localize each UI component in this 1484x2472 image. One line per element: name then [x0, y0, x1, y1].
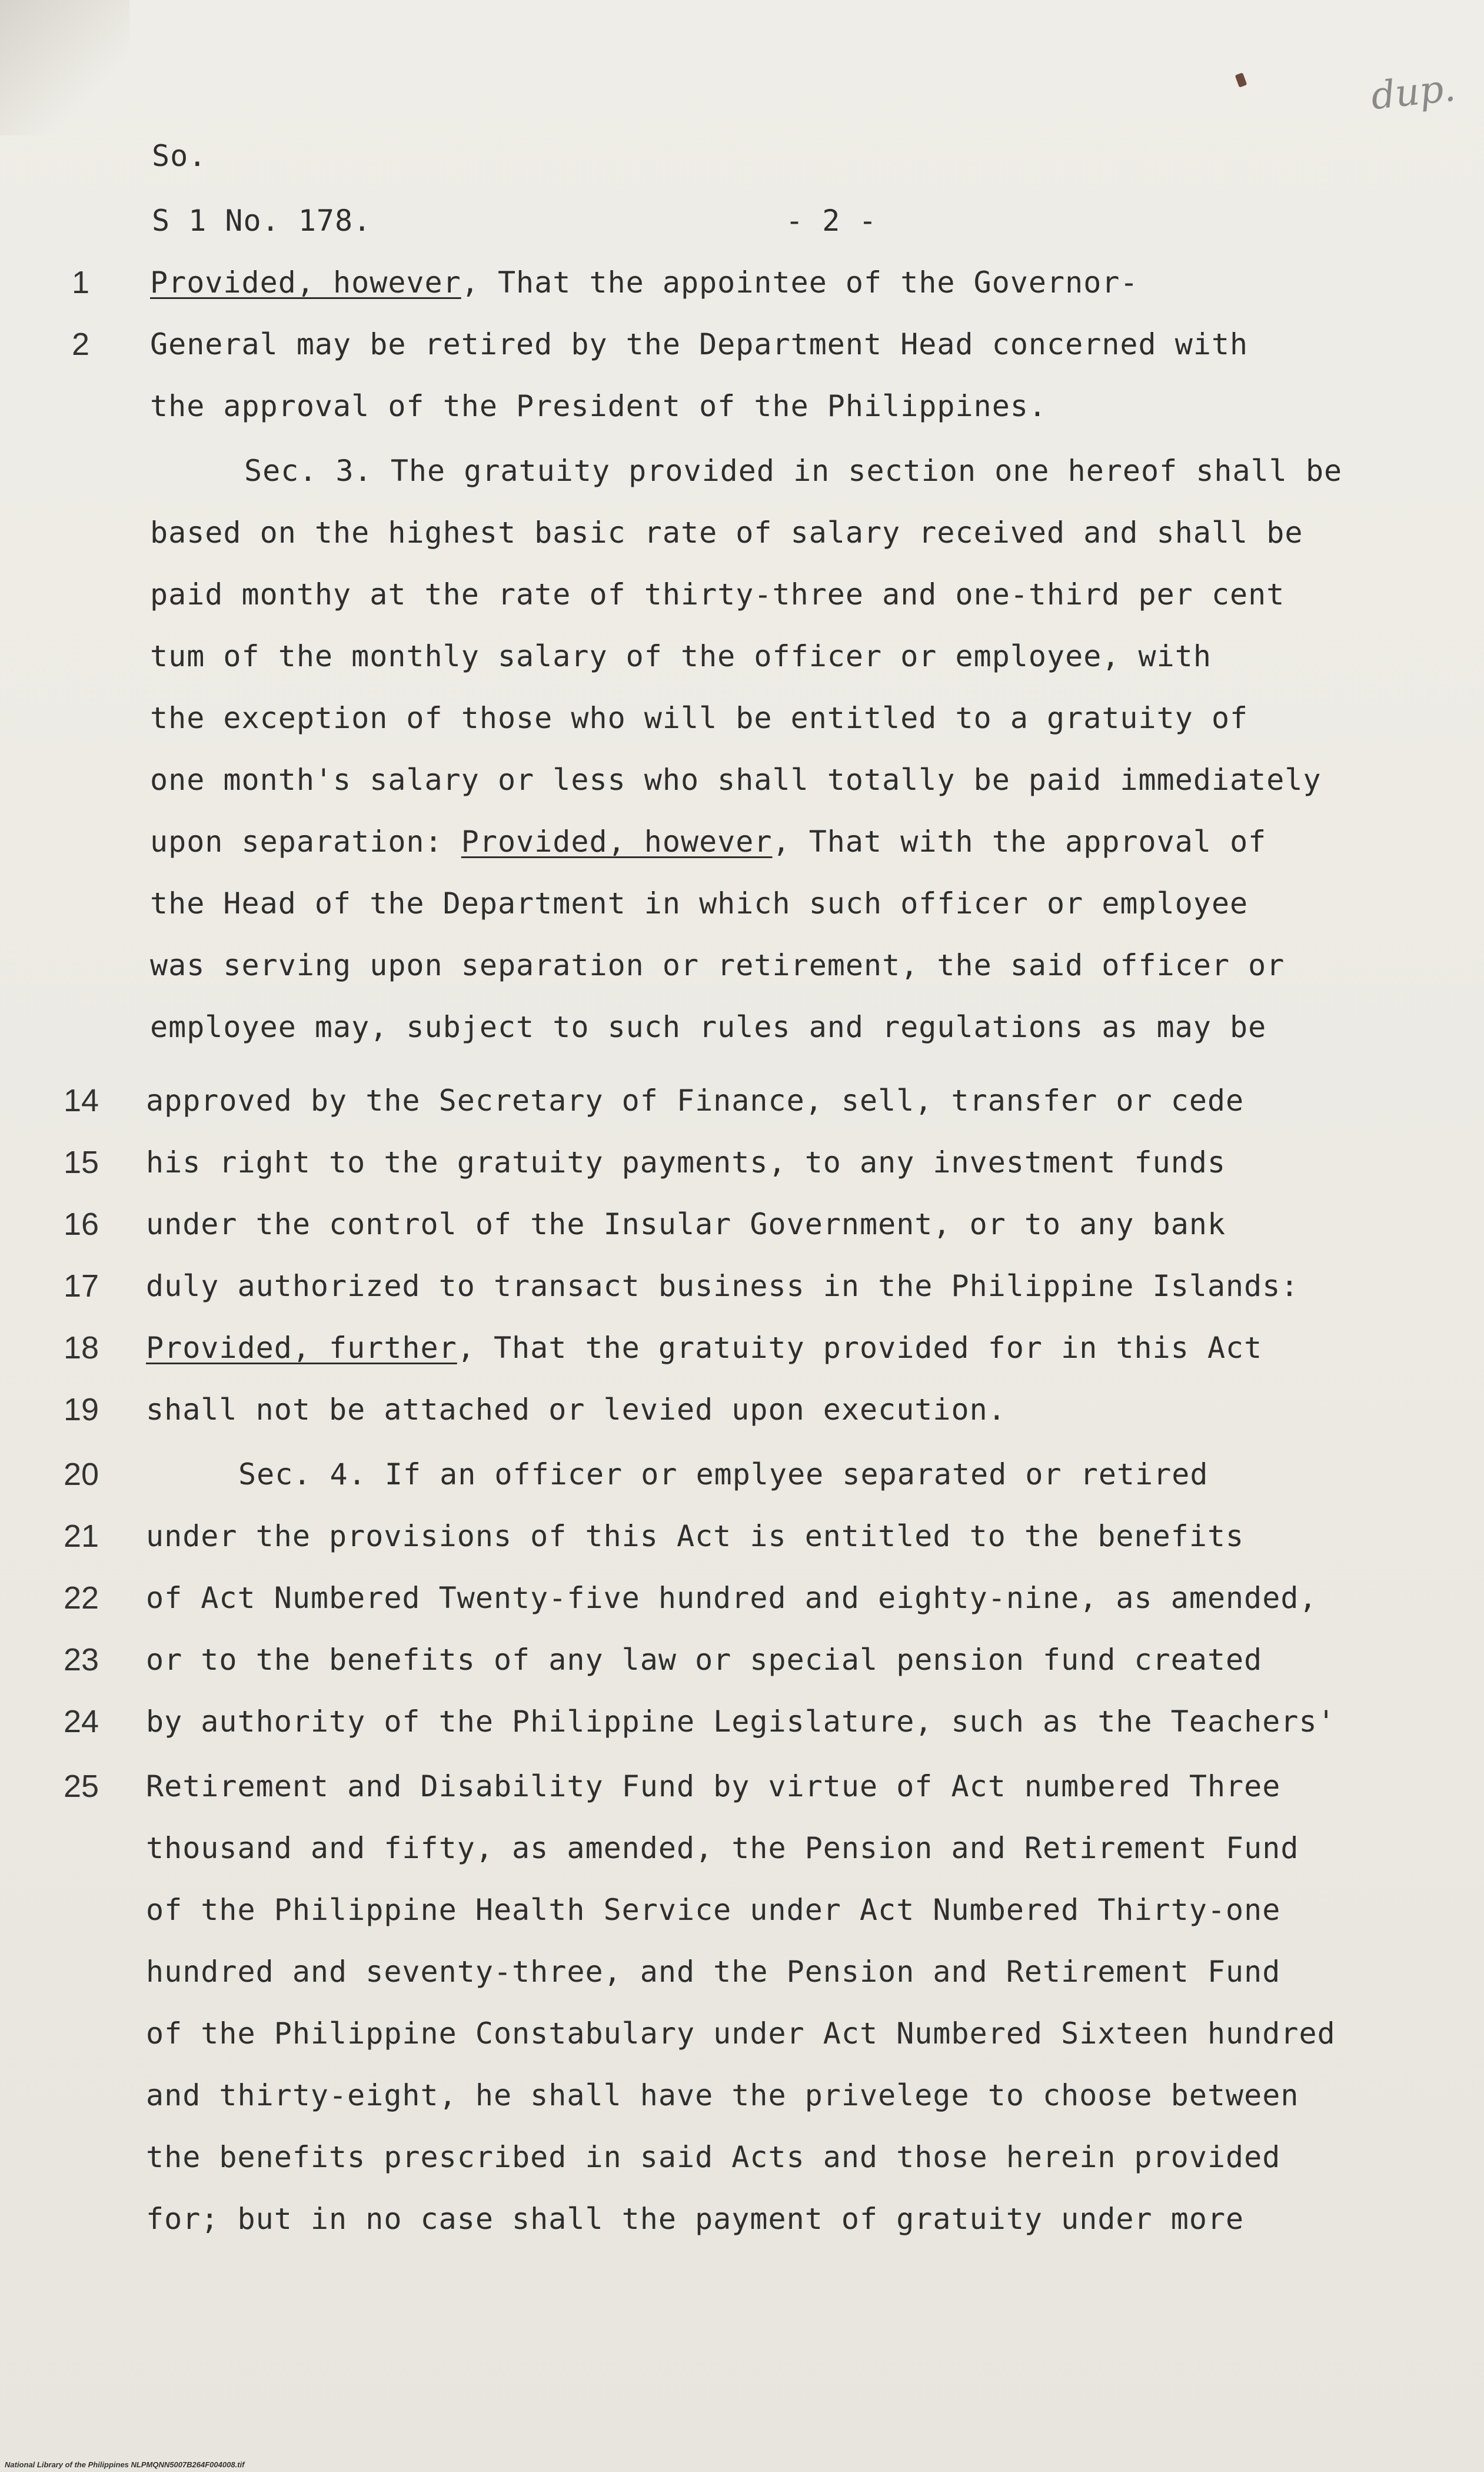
doc-prefix: So.: [152, 139, 207, 173]
underlined-proviso: Provided, further: [146, 1331, 457, 1365]
text-fragment: , That the gratuity provided for in this Act: [457, 1331, 1263, 1365]
page-number: - 2 -: [786, 204, 877, 238]
text-line: or to the benefits of any law or special pension fund created: [146, 1643, 1263, 1677]
line-number: 23: [64, 1642, 99, 1677]
line-number: 21: [64, 1519, 99, 1554]
text-line: thousand and fifty, as amended, the Pension and Retirement Fund: [146, 1831, 1299, 1865]
line-number: 16: [64, 1207, 99, 1242]
text-line: paid monthy at the rate of thirty-three and one-third per cent: [150, 577, 1285, 612]
line-number: 25: [64, 1769, 99, 1804]
section-3-heading-line: Sec. 3. The gratuity provided in section one hereof shall be: [244, 454, 1343, 488]
line-number: 1: [72, 265, 90, 300]
line-number: 2: [72, 327, 90, 362]
text-line: was serving upon separation or retirement, the said officer or: [150, 948, 1285, 982]
text-fragment: , That with the approval of: [772, 825, 1267, 859]
text-line: hundred and seventy-three, and the Pension and Retirement Fund: [146, 1955, 1281, 1989]
text-line: for; but in no case shall the payment of gratuity under more: [146, 2202, 1245, 2236]
text-line: [150, 265, 1139, 300]
text-line: employee may, subject to such rules and regulations as may be: [150, 1010, 1267, 1044]
text-line: one month's salary or less who shall totally be paid immediately: [150, 763, 1322, 797]
line-number: 15: [64, 1145, 99, 1180]
text-line: of the Philippine Health Service under Act Numbered Thirty-one: [146, 1893, 1281, 1927]
text-line: of the Philippine Constabulary under Act Numbered Sixteen hundred: [146, 2016, 1336, 2051]
text-line: shall not be attached or levied upon execution.: [146, 1393, 1006, 1427]
text-line: duly authorized to transact business in the Philippine Islands:: [146, 1269, 1299, 1303]
text-line: [146, 1330, 1262, 1365]
line-number: 19: [64, 1392, 99, 1427]
text-line: under the control of the Insular Government, or to any bank: [146, 1207, 1226, 1241]
text-line: the Head of the Department in which such officer or employee: [150, 886, 1249, 921]
line-number: 22: [64, 1580, 99, 1616]
text-line: his right to the gratuity payments, to any investment funds: [146, 1145, 1226, 1179]
line-number: 20: [64, 1457, 99, 1492]
text-line: based on the highest basic rate of salary received and shall be: [150, 516, 1303, 550]
line-number: 14: [64, 1083, 99, 1118]
text-line: the approval of the President of the Philippines.: [150, 389, 1047, 423]
text-line: the exception of those who will be entitled to a gratuity of: [150, 701, 1249, 735]
line-number: 18: [64, 1330, 99, 1365]
text-line: approved by the Secretary of Finance, sell, transfer or cede: [146, 1084, 1245, 1118]
line-number: 17: [64, 1268, 99, 1304]
bill-number: S 1 No. 178.: [152, 204, 372, 238]
text-line: Retirement and Disability Fund by virtue of Act numbered Three: [146, 1769, 1281, 1803]
text-line: General may be retired by the Department Head concerned with: [150, 327, 1249, 361]
underlined-proviso: Provided, however: [150, 265, 461, 300]
text-line: under the provisions of this Act is entitled to the benefits: [146, 1519, 1245, 1553]
handwritten-annotation: dup.: [1369, 66, 1458, 119]
text-line: [150, 824, 1266, 859]
text-line: tum of the monthly salary of the officer or employee, with: [150, 639, 1212, 673]
text-fragment: , That the appointee of the Governor-: [461, 265, 1139, 300]
archive-footer: National Library of the Philippines NLPMQNN5007B264F004008.tif: [5, 2460, 245, 2469]
text-fragment: upon separation:: [150, 825, 461, 859]
text-line: of Act Numbered Twenty-five hundred and eighty-nine, as amended,: [146, 1581, 1317, 1615]
text-line: by authority of the Philippine Legislature, such as the Teachers': [146, 1705, 1336, 1739]
line-number: 24: [64, 1704, 99, 1739]
text-line: the benefits prescribed in said Acts and those herein provided: [146, 2140, 1281, 2174]
ink-mark: [1235, 72, 1247, 87]
text-line: and thirty-eight, he shall have the privelege to choose between: [146, 2078, 1299, 2112]
section-4-heading-line: Sec. 4. If an officer or emplyee separated or retired: [238, 1457, 1209, 1491]
underlined-proviso: Provided, however: [461, 825, 773, 859]
